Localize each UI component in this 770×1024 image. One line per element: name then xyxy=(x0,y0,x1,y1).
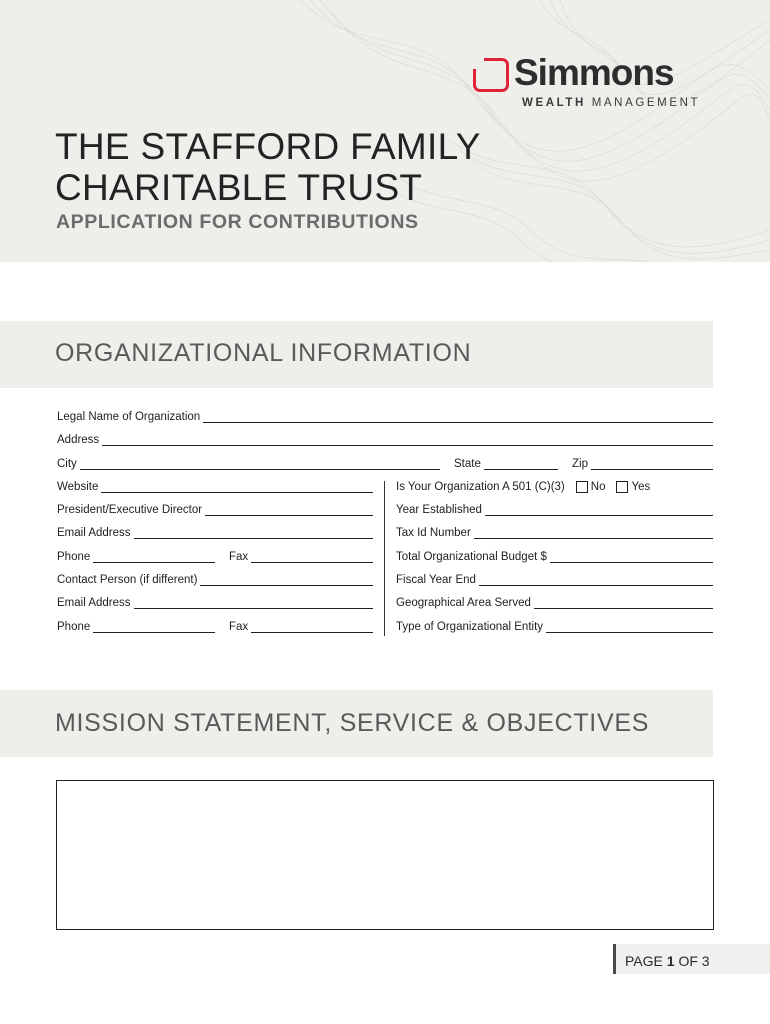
year-established-field[interactable] xyxy=(396,502,713,516)
phone-field-1[interactable] xyxy=(57,549,215,563)
address-field[interactable] xyxy=(57,432,713,446)
legal-name-label: Legal Name of Organization xyxy=(57,411,201,423)
document-title xyxy=(55,126,481,208)
yes-label: Yes xyxy=(631,481,651,493)
phone-label-1: Phone xyxy=(57,551,91,563)
city-label: City xyxy=(57,458,77,470)
budget-field[interactable] xyxy=(396,549,713,563)
email-label-1: Email Address xyxy=(57,527,131,539)
tax-id-field[interactable] xyxy=(396,525,713,539)
address-line[interactable] xyxy=(102,438,713,446)
year-established-line[interactable] xyxy=(485,508,713,516)
contact-label: Contact Person (if different) xyxy=(57,574,198,586)
no-label: No xyxy=(590,481,606,493)
zip-line[interactable] xyxy=(591,462,713,470)
fax-field-2[interactable] xyxy=(229,619,373,633)
website-field[interactable] xyxy=(57,479,373,493)
phone-line-2[interactable] xyxy=(93,625,215,633)
president-field[interactable] xyxy=(57,502,373,516)
fiscal-year-field[interactable] xyxy=(396,572,713,586)
column-divider xyxy=(384,481,385,636)
mission-statement-textarea[interactable] xyxy=(56,780,714,930)
fax-label-2: Fax xyxy=(229,621,249,633)
president-line[interactable] xyxy=(205,508,373,516)
budget-label: Total Organizational Budget $ xyxy=(396,551,547,563)
city-line[interactable] xyxy=(80,462,440,470)
entity-type-label: Type of Organizational Entity xyxy=(396,621,544,633)
website-line[interactable] xyxy=(101,485,373,493)
fiscal-year-label: Fiscal Year End xyxy=(396,574,476,586)
address-label: Address xyxy=(57,434,100,446)
section-mission-band xyxy=(0,690,713,757)
phone-line-1[interactable] xyxy=(93,555,215,563)
tax-id-label: Tax Id Number xyxy=(396,527,471,539)
logo-mark-icon xyxy=(473,58,509,92)
title-line-1: THE STAFFORD FAMILY xyxy=(55,126,481,167)
president-label: President/Executive Director xyxy=(57,504,203,516)
state-label: State xyxy=(454,458,481,470)
contact-field[interactable] xyxy=(57,572,373,586)
page-number: PAGE 1 OF 3 xyxy=(613,944,770,974)
fax-line-2[interactable] xyxy=(251,625,373,633)
section-org-band xyxy=(0,321,713,388)
brand-name: Simmons xyxy=(514,52,674,93)
phone-label-2: Phone xyxy=(57,621,91,633)
email-label-2: Email Address xyxy=(57,597,131,609)
phone-field-2[interactable] xyxy=(57,619,215,633)
fax-label-1: Fax xyxy=(229,551,249,563)
yes-checkbox[interactable] xyxy=(616,481,628,493)
email-line-1[interactable] xyxy=(134,531,373,539)
no-checkbox[interactable] xyxy=(576,481,588,493)
geo-area-line[interactable] xyxy=(534,601,713,609)
legal-name-line[interactable] xyxy=(203,415,713,423)
geo-area-label: Geographical Area Served xyxy=(396,597,531,609)
contact-line[interactable] xyxy=(200,578,373,586)
email-field-1[interactable] xyxy=(57,525,373,539)
year-established-label: Year Established xyxy=(396,504,482,516)
entity-type-field[interactable] xyxy=(396,619,713,633)
budget-line[interactable] xyxy=(550,555,713,563)
zip-label: Zip xyxy=(572,458,588,470)
zip-field[interactable] xyxy=(572,456,713,470)
title-line-2: CHARITABLE TRUST xyxy=(55,167,423,208)
state-line[interactable] xyxy=(484,462,558,470)
email-line-2[interactable] xyxy=(134,601,373,609)
tax-id-line[interactable] xyxy=(474,531,713,539)
501c3-label: Is Your Organization A 501 (C)(3) xyxy=(396,481,565,493)
section-mission-title: MISSION STATEMENT, SERVICE & OBJECTIVES xyxy=(55,709,650,737)
legal-name-field[interactable] xyxy=(57,409,713,423)
city-field[interactable] xyxy=(57,456,440,470)
brand-subtitle: WEALTH MANAGEMENT xyxy=(522,97,701,109)
email-field-2[interactable] xyxy=(57,595,373,609)
entity-type-line[interactable] xyxy=(546,625,713,633)
state-field[interactable] xyxy=(454,456,558,470)
document-subtitle: APPLICATION FOR CONTRIBUTIONS xyxy=(56,211,419,233)
fax-line-1[interactable] xyxy=(251,555,373,563)
geo-area-field[interactable] xyxy=(396,595,713,609)
website-label: Website xyxy=(57,481,99,493)
fax-field-1[interactable] xyxy=(229,549,373,563)
section-org-title: ORGANIZATIONAL INFORMATION xyxy=(55,339,472,367)
fiscal-year-line[interactable] xyxy=(479,578,713,586)
simmons-logo xyxy=(470,52,720,116)
501c3-question xyxy=(396,479,716,493)
